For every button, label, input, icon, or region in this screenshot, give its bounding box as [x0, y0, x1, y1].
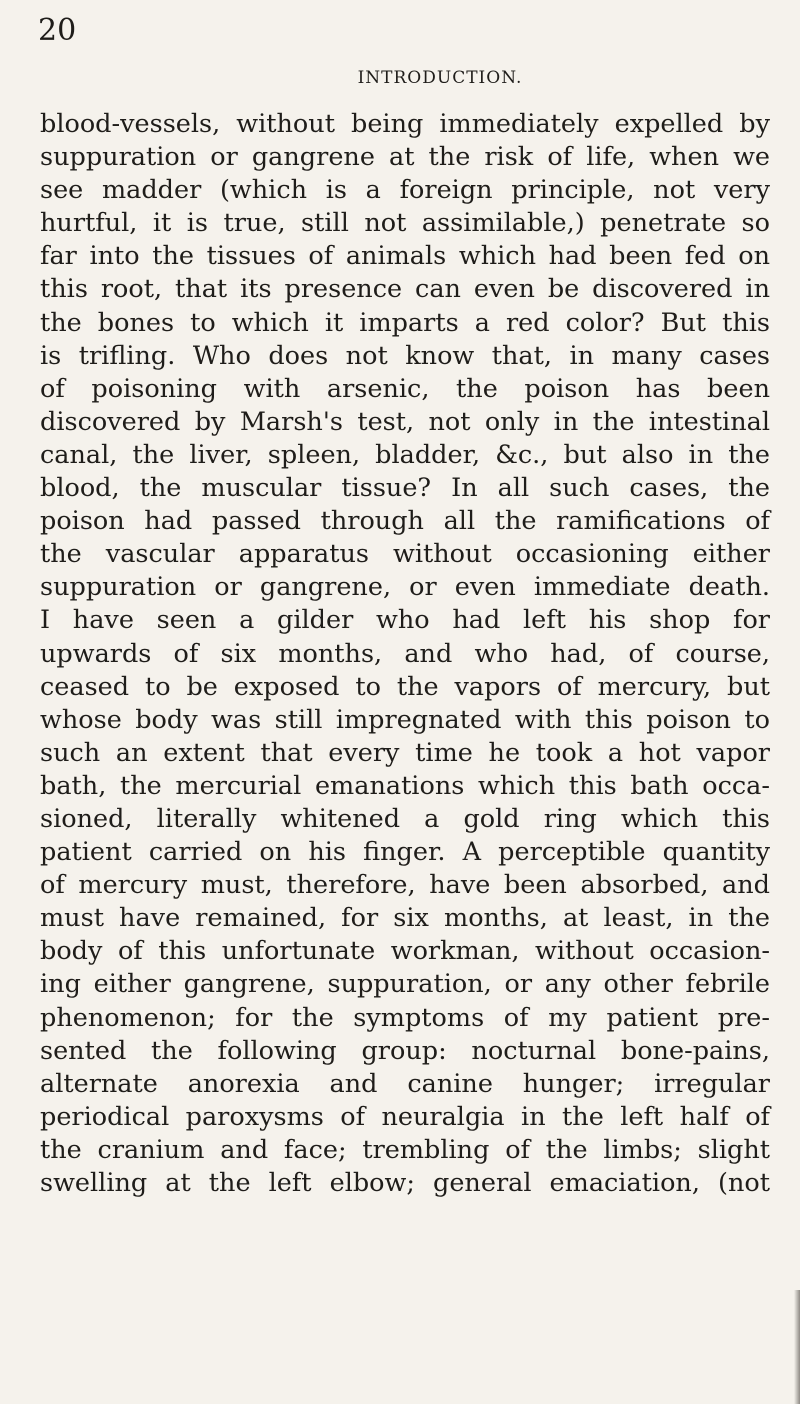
- text-line: whose body was still impregnated with this poison to: [40, 704, 770, 735]
- page-edge-shadow: [794, 1290, 800, 1404]
- text-line: canal, the liver, spleen, bladder, &c., but also in the: [40, 439, 770, 470]
- text-line: bath, the mercurial emanations which this bath occa-: [40, 770, 770, 801]
- text-line: is trifling. Who does not know that, in many cases: [40, 340, 770, 371]
- text-line: far into the tissues of animals which had been fed on: [40, 241, 770, 272]
- text-line: discovered by Marsh's test, not only in the intestinal: [40, 406, 770, 437]
- text-line: the bones to which it imparts a red color? But this: [40, 307, 770, 338]
- text-line: hurtful, it is true, still not assimilable,) penetrate so: [40, 208, 770, 239]
- text-line: body of this unfortunate workman, without occasion-: [40, 936, 770, 967]
- text-line: poison had passed through all the ramifications of: [40, 506, 770, 537]
- text-line: this root, that its presence can even be discovered in: [40, 274, 770, 305]
- text-line: blood-vessels, without being immediately expelled by: [40, 109, 770, 139]
- text-line: see madder (which is a foreign principle, not very: [40, 175, 770, 206]
- text-line: ceased to be exposed to the vapors of mercury, but: [40, 671, 770, 702]
- text-line: periodical paroxysms of neuralgia in the left half of: [40, 1101, 770, 1132]
- text-line: blood, the muscular tissue? In all such cases, the: [40, 473, 770, 504]
- page-number: 20: [38, 13, 77, 48]
- text-line: the vascular apparatus without occasioning either: [40, 539, 770, 570]
- body-paragraph: [40, 108, 770, 1200]
- text-line: upwards of six months, and who had, of course,: [40, 638, 770, 669]
- text-line: suppuration or gangrene, or even immediate death.: [40, 572, 770, 603]
- running-header: [0, 68, 800, 88]
- text-line: phenomenon; for the symptoms of my patient pre-: [40, 1002, 770, 1033]
- text-line: suppuration or gangrene at the risk of life, when we: [40, 142, 770, 173]
- text-line: such an extent that every time he took a hot vapor: [40, 737, 770, 768]
- text-line: of poisoning with arsenic, the poison has been: [40, 373, 770, 404]
- text-line: ing either gangrene, suppuration, or any other febrile: [40, 969, 770, 1000]
- text-line: the cranium and face; trembling of the limbs; slight: [40, 1134, 770, 1165]
- text-line: of mercury must, therefore, have been absorbed, and: [40, 870, 770, 901]
- text-line: I have seen a gilder who had left his shop for: [40, 605, 770, 636]
- text-line: swelling at the left elbow; general emaciation, (not: [40, 1168, 770, 1198]
- running-title: INTRODUCTION.: [357, 68, 523, 88]
- text-line: patient carried on his finger. A perceptible quantity: [40, 837, 770, 868]
- text-line: sioned, literally whitened a gold ring which this: [40, 803, 770, 834]
- text-line: must have remained, for six months, at least, in the: [40, 903, 770, 934]
- text-line: sented the following group: nocturnal bone-pains,: [40, 1035, 770, 1066]
- text-line: alternate anorexia and canine hunger; irregular: [40, 1068, 770, 1099]
